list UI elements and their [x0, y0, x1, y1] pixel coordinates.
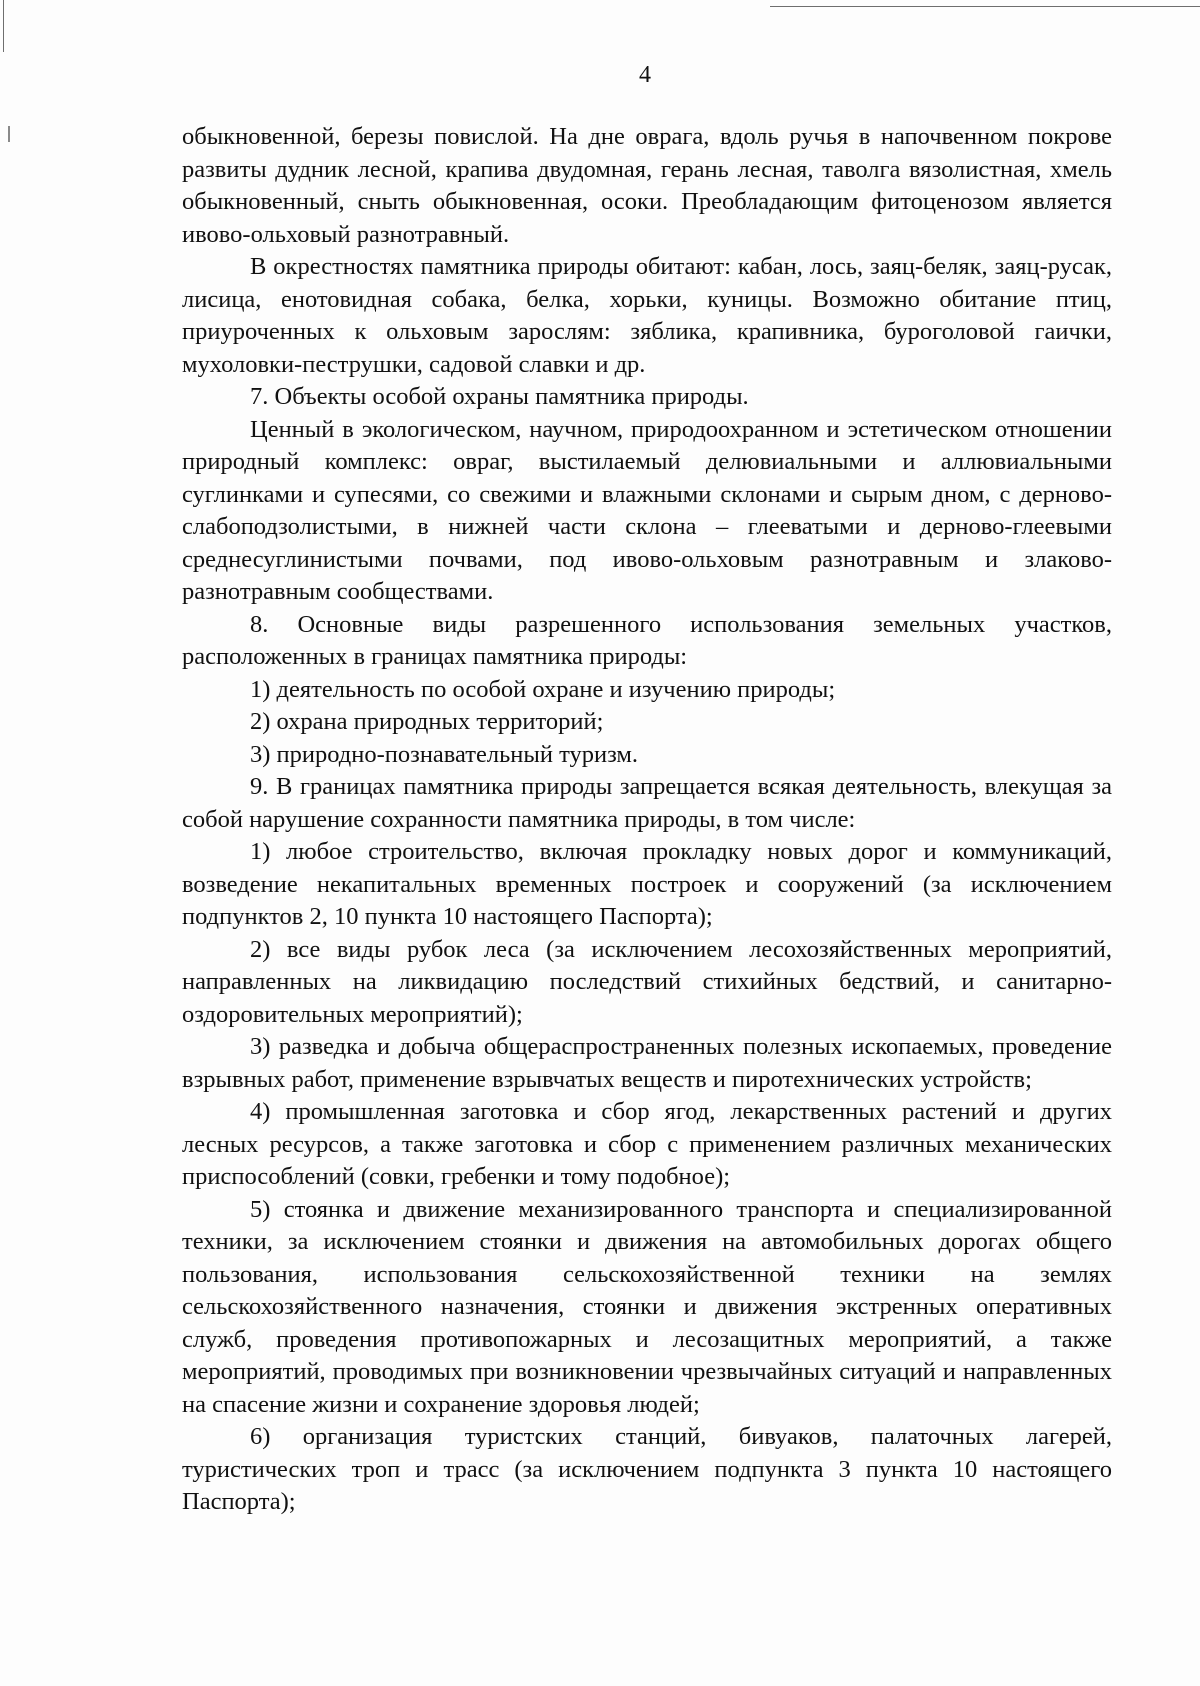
list-item: 2) охрана природных территорий;: [250, 708, 604, 735]
scan-edge-line: [3, 0, 4, 52]
page-number: 4: [639, 62, 651, 88]
section-heading: 7. Объекты особой охраны памятника природы.: [250, 383, 749, 410]
section-heading: 9. В границах памятника природы запрещается всякая деятельность, влекущая за собой нарушение сохранности памятника природы, в том числе:: [182, 773, 1112, 833]
list-item: 1) деятельность по особой охране и изучению природы;: [250, 675, 836, 703]
list-item: 3) природно-познавательный туризм.: [250, 740, 639, 768]
scan-edge-line: [770, 6, 1200, 7]
list-item: 2) все виды рубок леса (за исключением лесохозяйственных мероприятий, направленных на ликвидацию последствий стихийных бедствий, и санитарно-оздоровительных мероприятий);: [182, 935, 1112, 1028]
list-item: 3) разведка и добыча общераспространенных полезных ископаемых, проведение взрывных работ, применение взрывчатых веществ и пиротехнических устройств;: [182, 1033, 1112, 1093]
paragraph: Ценный в экологическом, научном, природоохранном и эстетическом отношении природный комплекс: овраг, выстилаемый делювиальными и аллювиальными суглинками и супесями, со свежими и влажными склонами и сырым дном, с дерново-слабоподзолистыми, в нижней части склона – глееватыми и дерново-глеевыми среднесуглинистыми почвами, под ивово-ольховым разнотравным и злаково-разнотравным сообществами.: [182, 415, 1112, 605]
document-body: [182, 121, 1112, 1519]
section-heading: 8. Основные виды разрешенного использования земельных участков, расположенных в границах памятника природы:: [182, 610, 1112, 670]
list-item: 6) организация туристских станций, бивуаков, палаточных лагерей, туристических троп и трасс (за исключением подпункта 3 пункта 10 настоящего Паспорта);: [182, 1423, 1112, 1515]
paragraph: В окрестностях памятника природы обитают: кабан, лось, заяц-беляк, заяц-русак, лисица, енотовидная собака, белка, хорьки, куницы. Возможно обитание птиц, приуроченных к ольховым зарослям: зяблика, крапивника, буроголовой гаички, мухоловки-пеструшки, садовой славки и др.: [182, 253, 1112, 378]
list-item: 4) промышленная заготовка и сбор ягод, лекарственных растений и других лесных ресурсов, а также заготовка и сбор с применением различных механических приспособлений (совки, гребенки и тому подобное);: [182, 1098, 1112, 1190]
list-item: 5) стоянка и движение механизированного транспорта и специализированной техники, за исключением стоянки и движения на автомобильных дорогах общего пользования, использования сельскохозяйственной техники на землях сельскохозяйственного назначения, стоянки и движения экстренных оперативных служб, проведения противопожарных и лесозащитных мероприятий, а также мероприятий, проводимых при возникновении чрезвычайных ситуаций и направленных на спасение жизни и сохранение здоровья людей;: [182, 1195, 1112, 1418]
paragraph: обыкновенной, березы повислой. На дне оврага, вдоль ручья в напочвенном покрове развиты дудник лесной, крапива двудомная, герань лесная, таволга вязолистная, хмель обыкновенный, сныть обыкновенная, осоки. Преобладающим фитоценозом является ивово-ольховый разнотравный.: [182, 123, 1112, 248]
list-item: 1) любое строительство, включая прокладку новых дорог и коммуникаций, возведение некапитальных временных построек и сооружений (за исключением подпунктов 2, 10 пункта 10 настоящего Паспорта);: [182, 838, 1112, 930]
scan-mark: [8, 126, 10, 142]
